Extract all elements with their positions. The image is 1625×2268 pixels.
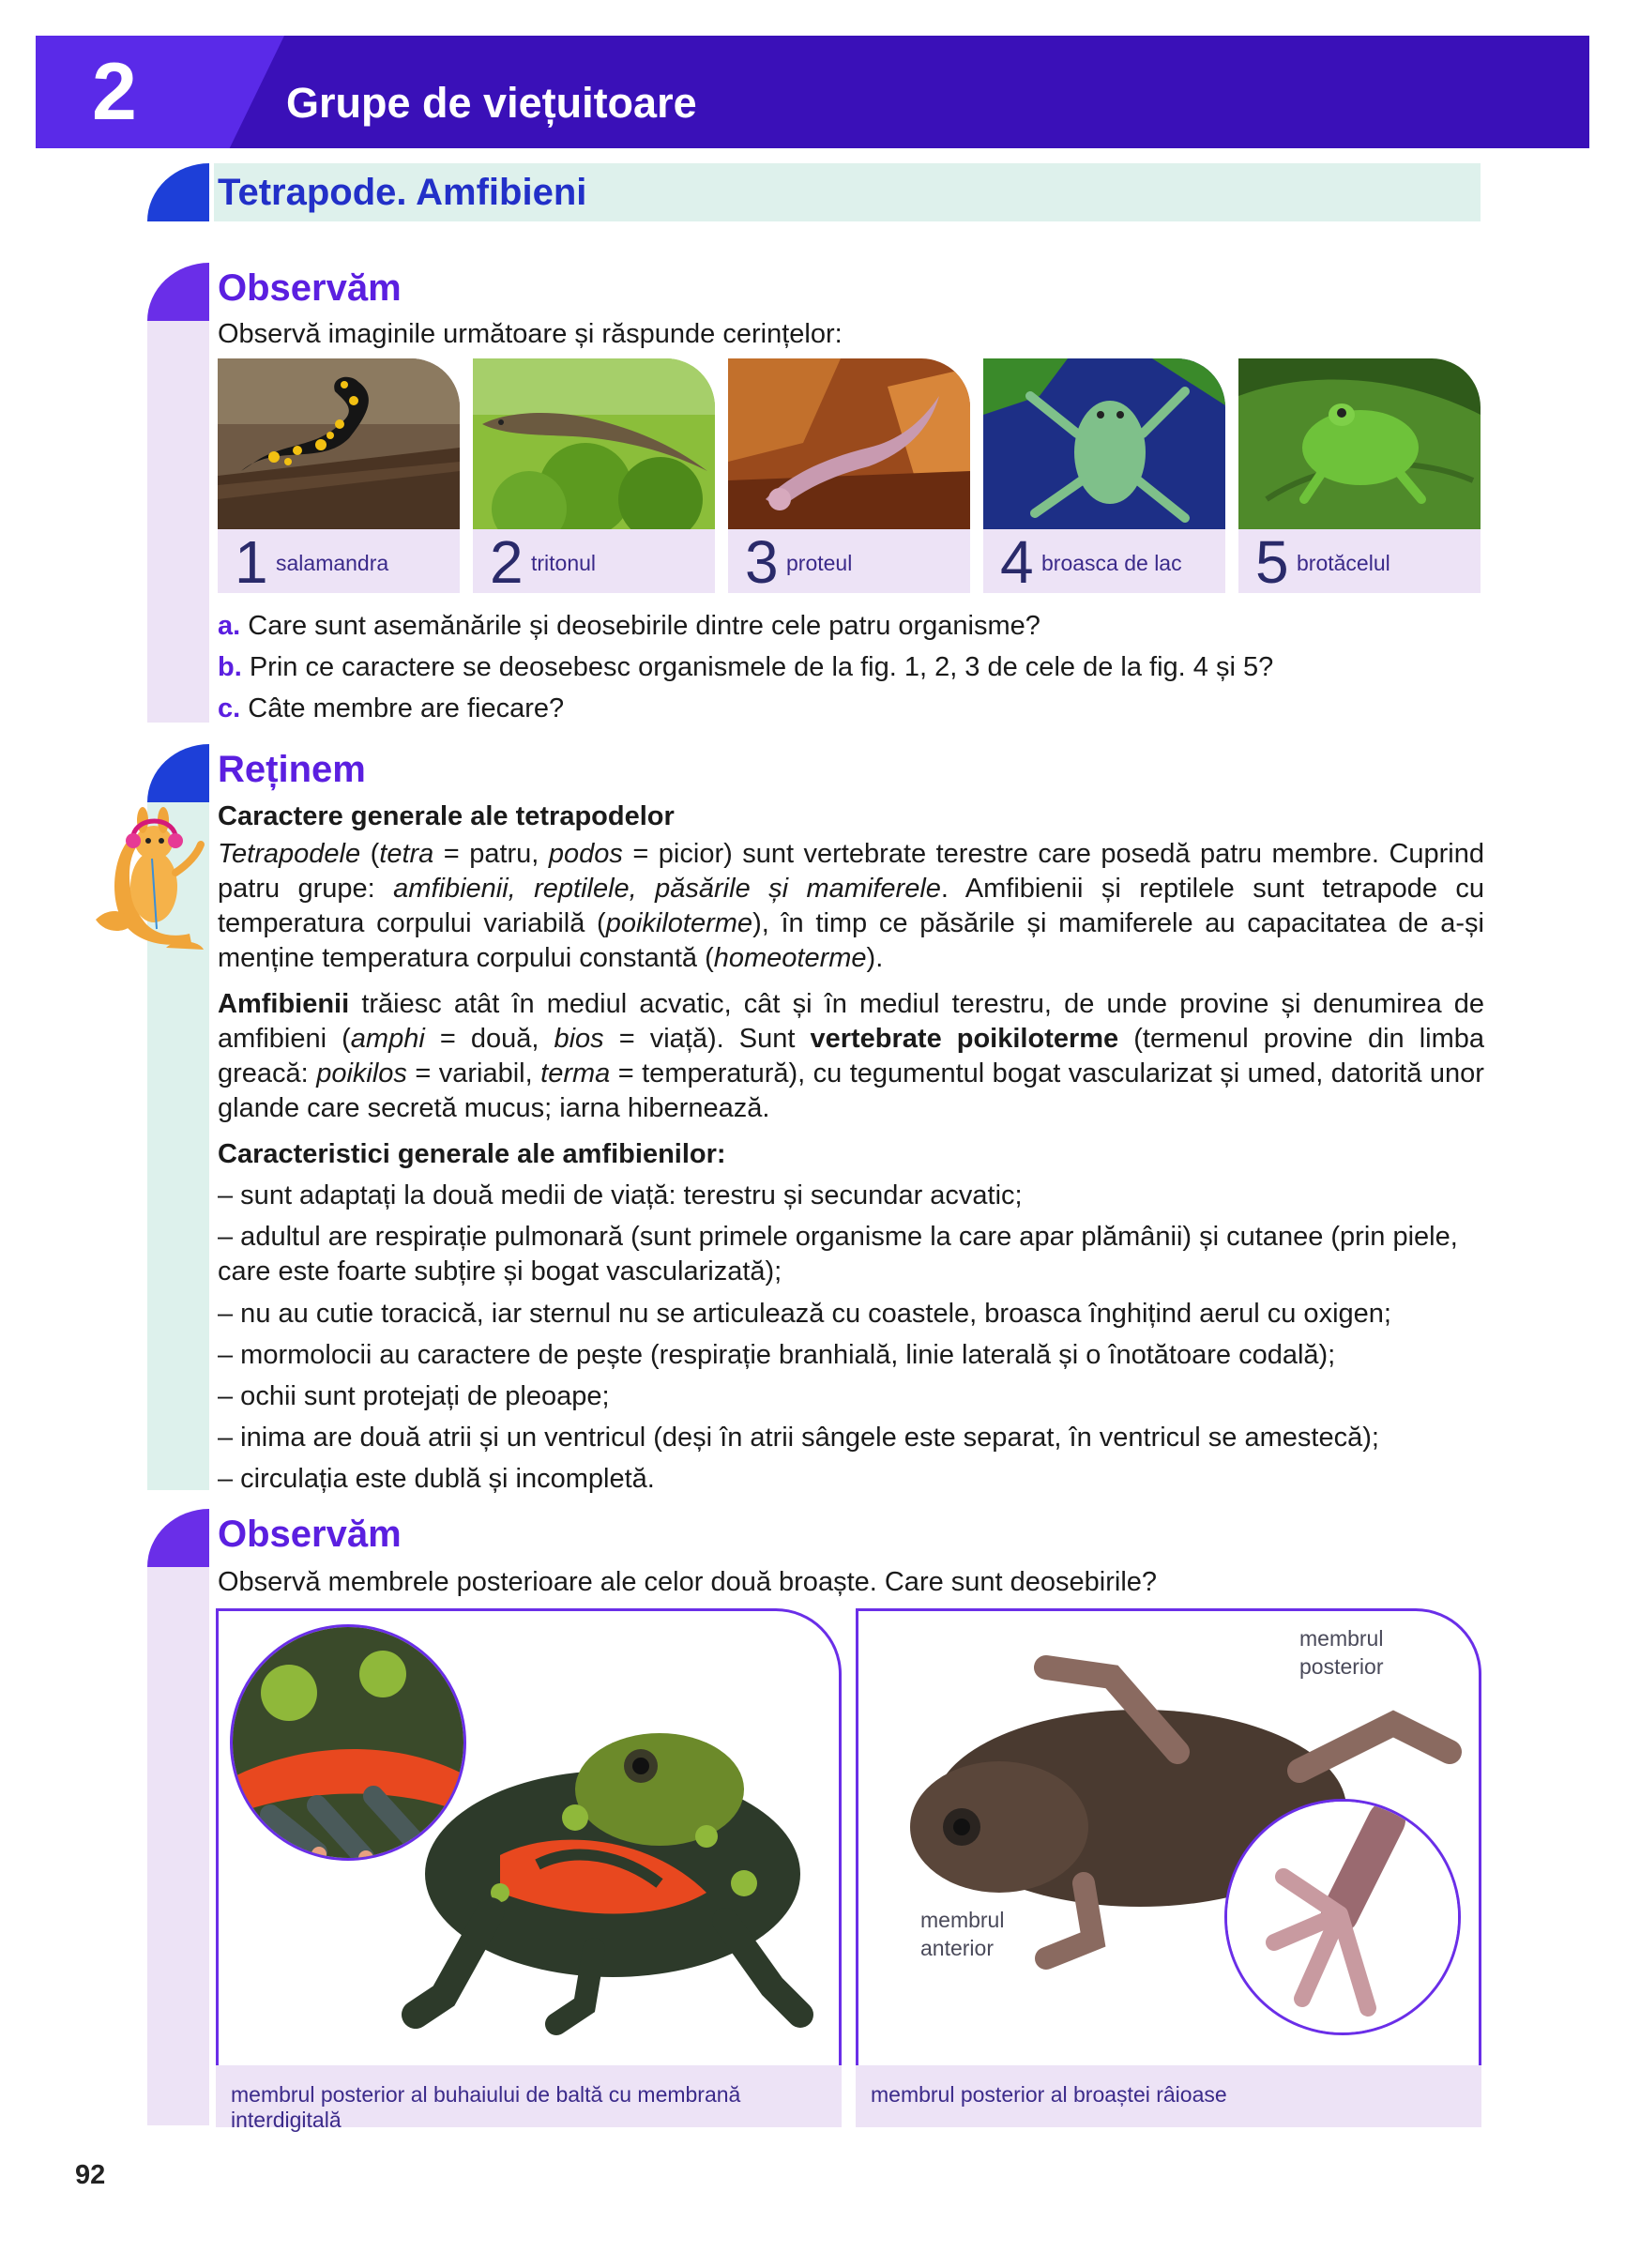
figure-number: 1 bbox=[235, 528, 268, 596]
annotation-line: posterior bbox=[1299, 1654, 1384, 1679]
section-heading-observe: Observăm bbox=[218, 267, 402, 309]
zoom-lens-toad-foot bbox=[1224, 1799, 1461, 2035]
question-c bbox=[218, 692, 564, 726]
list-item: – sunt adaptați la două medii de viață: terestru și secundar acvatic; bbox=[218, 1180, 1023, 1210]
annotation-line: anterior bbox=[920, 1936, 994, 1960]
section-sidebar bbox=[147, 321, 209, 723]
term-amphi: amphi bbox=[350, 1024, 425, 1054]
annotation-anterior-limb bbox=[920, 1906, 1004, 1962]
list-item: – nu au cutie toracică, iar sternul nu se articulează cu coastele, broasca înghițind aerul cu oxigen; bbox=[218, 1299, 1391, 1329]
term-amphibians: Amfibienii bbox=[218, 989, 350, 1019]
text-fragment: = temperatură), cu tegumentul bogat vascularizat și umed, datorită unor glande care secretă mucus; iarna hibernează. bbox=[218, 1058, 1484, 1123]
text-fragment: ( bbox=[360, 839, 380, 869]
annotation-line: membrul bbox=[1299, 1626, 1384, 1651]
figure-caption: membrul posterior al broaștei râioase bbox=[856, 2065, 1481, 2127]
list-item: – ochii sunt protejați de pleoape; bbox=[218, 1381, 610, 1411]
question-b bbox=[218, 650, 1273, 685]
section-sidebar bbox=[147, 1567, 209, 2125]
tree-frog-photo bbox=[1238, 358, 1481, 529]
section-marker bbox=[147, 1509, 209, 1567]
text-fragment: = viață). Sunt bbox=[603, 1024, 811, 1054]
text-fragment: = două, bbox=[424, 1024, 554, 1054]
figure-label: tritonul bbox=[531, 551, 597, 575]
figure-fire-bellied-toad bbox=[216, 1608, 842, 2127]
subheading-characteristics: Caracteristici generale ale amfibienilor: bbox=[218, 1139, 726, 1169]
pond-frog-photo bbox=[983, 358, 1225, 529]
lesson-title-marker bbox=[147, 163, 209, 221]
figure-number: 5 bbox=[1255, 528, 1289, 596]
list-item: – mormolocii au caractere de pește (respirație branhială, linie laterală și o înotătoare codală); bbox=[218, 1340, 1336, 1370]
figure-tile-4 bbox=[983, 358, 1225, 596]
figure-tile-3 bbox=[728, 358, 970, 596]
question-text: Câte membre are fiecare? bbox=[248, 693, 565, 723]
text-fragment: = patru, bbox=[433, 839, 549, 869]
term-poikilos: poikilos bbox=[316, 1058, 407, 1088]
figure-label: proteul bbox=[786, 551, 853, 575]
kangaroo-mascot-illustration bbox=[86, 807, 208, 957]
zoom-lens-webbed-foot bbox=[230, 1624, 466, 1861]
salamander-photo bbox=[218, 358, 460, 529]
section-marker bbox=[147, 744, 209, 802]
paragraph-tetrapods bbox=[218, 837, 1484, 976]
figure-caption: membrul posterior al buhaiului de baltă cu membrană interdigitală bbox=[216, 2065, 842, 2127]
question-text: Prin ce caractere se deosebesc organismele de la fig. 1, 2, 3 de cele de la fig. 4 și 5? bbox=[249, 652, 1274, 682]
figure-number: 2 bbox=[490, 528, 524, 596]
text-fragment: = variabil, bbox=[406, 1058, 541, 1088]
page-number: 92 bbox=[75, 2160, 106, 2190]
figure-number: 3 bbox=[745, 528, 779, 596]
question-text: Care sunt asemănările și deosebirile dintre cele patru organisme? bbox=[248, 611, 1040, 641]
figure-tile-1 bbox=[218, 358, 460, 596]
term-terma: terma bbox=[540, 1058, 611, 1088]
text-fragment: (termenul provine din limba greacă: bbox=[218, 1024, 1485, 1088]
list-item: – adultul are respirație pulmonară (sunt primele organisme la care apar plămânii) și cutanee (prin piele, care este foarte subțire și bogat vascularizată); bbox=[218, 1222, 1458, 1286]
figure-label: broasca de lac bbox=[1041, 551, 1182, 575]
annotation-posterior-limb bbox=[1299, 1624, 1383, 1681]
chapter-title: Grupe de viețuitoare bbox=[286, 79, 697, 127]
paragraph-amphibians bbox=[218, 987, 1484, 1126]
term-poikilotherm-vertebrates: vertebrate poikiloterme bbox=[810, 1024, 1119, 1054]
chapter-number: 2 bbox=[92, 47, 137, 137]
question-letter: a. bbox=[218, 611, 241, 641]
lesson-title: Tetrapode. Amfibieni bbox=[218, 172, 587, 213]
section-heading-observe-2: Observăm bbox=[218, 1514, 402, 1555]
term-tetrapods: Tetrapodele bbox=[218, 839, 361, 869]
term-podos: podos bbox=[548, 839, 623, 869]
observe-instruction-2: Observă membrele posterioare ale celor două broaște. Care sunt deosebirile? bbox=[218, 1567, 1158, 1597]
observe-instruction: Observă imaginile următoare și răspunde cerințelor: bbox=[218, 319, 843, 349]
text-fragment: . Amfibienii și reptilele sunt tetrapode cu temperatura corpului variabilă ( bbox=[218, 874, 1484, 938]
figure-label: brotăcelul bbox=[1297, 551, 1390, 575]
figure-tile-2 bbox=[473, 358, 715, 596]
figure-tile-5 bbox=[1238, 358, 1481, 596]
term-groups: amfibienii, reptilele, păsările și mamiferele bbox=[393, 874, 941, 904]
list-item: – circulația este dublă și incompletă. bbox=[218, 1464, 655, 1494]
list-item: – inima are două atrii și un ventricul (deși în atrii sângele este separat, în ventricul se amestecă); bbox=[218, 1423, 1379, 1453]
text-fragment: ), în timp ce păsările și mamiferele au capacitatea de a-și menține temperatura corpului constantă ( bbox=[218, 908, 1484, 973]
proteus-photo bbox=[728, 358, 970, 529]
term-bios: bios bbox=[554, 1024, 604, 1054]
annotation-line: membrul bbox=[920, 1908, 1005, 1932]
term-tetra: tetra bbox=[379, 839, 434, 869]
text-fragment: trăiesc atât în mediul acvatic, cât și în mediul terestru, de unde provine și denumirea de amfibieni ( bbox=[218, 989, 1484, 1054]
figure-label: salamandra bbox=[276, 551, 389, 575]
question-letter: b. bbox=[218, 652, 242, 682]
section-heading-retain: Reținem bbox=[218, 749, 366, 790]
section-marker bbox=[147, 263, 209, 321]
figure-common-toad bbox=[856, 1608, 1481, 2127]
text-fragment: = picior) sunt vertebrate terestre care posedă patru membre. Cuprind patru grupe: bbox=[218, 839, 1485, 904]
subheading-tetrapods: Caractere generale ale tetrapodelor bbox=[218, 801, 675, 831]
newt-photo bbox=[473, 358, 715, 529]
question-a bbox=[218, 609, 1040, 644]
term-homeotherms: homeoterme bbox=[713, 943, 867, 973]
term-poikilotherms: poikiloterme bbox=[605, 908, 753, 938]
figure-number: 4 bbox=[1000, 528, 1034, 596]
question-letter: c. bbox=[218, 693, 241, 723]
text-fragment: ). bbox=[866, 943, 884, 973]
